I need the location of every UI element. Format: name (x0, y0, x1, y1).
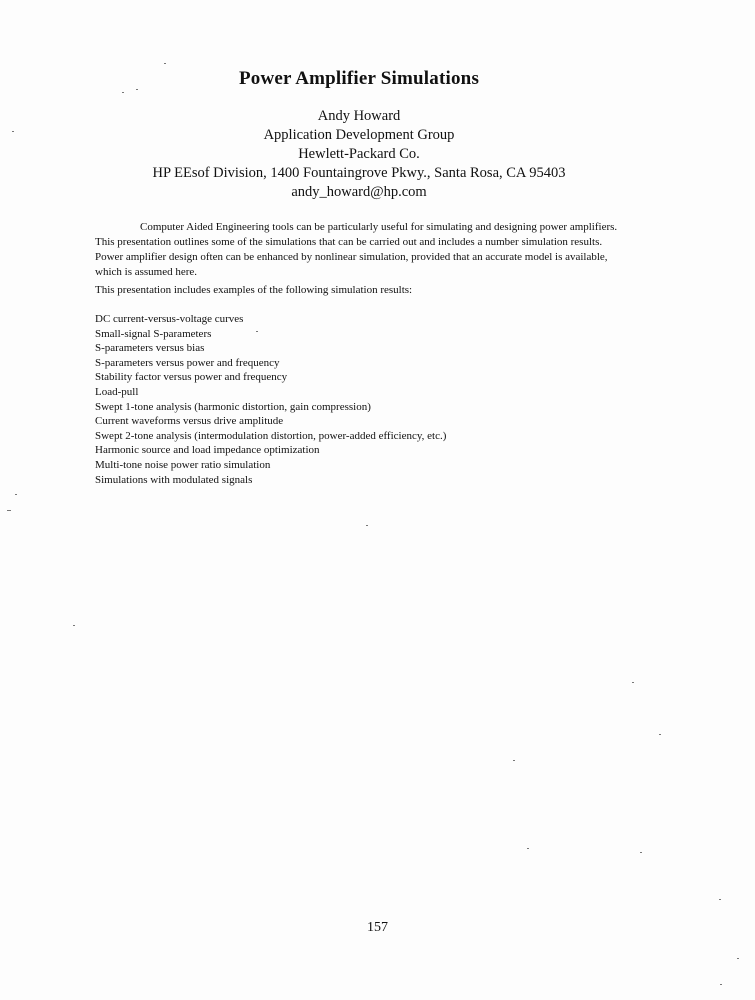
scan-speck (73, 625, 75, 626)
list-intro: This presentation includes examples of the following simulation results: (95, 284, 413, 296)
topic-list (95, 312, 446, 487)
author-name: Andy Howard (317, 108, 401, 124)
scan-speck (632, 682, 634, 683)
list-item: Simulations with modulated signals (95, 473, 253, 486)
scan-speck (164, 63, 166, 64)
list-item: Swept 1-tone analysis (harmonic distortion, gain compression) (95, 400, 371, 413)
list-item: S-parameters versus bias (95, 342, 205, 355)
scan-speck (719, 899, 721, 900)
author-address: HP EEsof Division, 1400 Fountaingrove Pkwy., Santa Rosa, CA 95403 (152, 165, 566, 181)
scan-speck (527, 848, 529, 849)
scan-speck (737, 958, 739, 959)
scan-speck (513, 760, 515, 761)
author-company: Hewlett-Packard Co. (298, 146, 420, 162)
list-item: Small-signal S-parameters (95, 327, 212, 340)
list-item: DC current-versus-voltage curves (95, 313, 244, 325)
abstract-paragraph: Computer Aided Engineering tools can be particularly useful for simulating and designing power amplifiers. This presentation outlines some of the simulations that can be carried out and includes a number simulation results. Power amplifier design often can be enhanced by nonlinear simulation, provided that an accurate model is available, which is assumed here. (95, 221, 618, 278)
list-item: Load-pull (95, 385, 139, 398)
scan-speck (7, 510, 11, 511)
author-block (0, 107, 718, 202)
list-item: Harmonic source and load impedance optimization (95, 444, 320, 457)
list-item: Multi-tone noise power ratio simulation (95, 458, 271, 471)
author-email: andy_howard@hp.com (291, 184, 427, 200)
scan-speck (720, 984, 722, 985)
scan-speck (12, 131, 14, 132)
scan-speck (640, 852, 642, 853)
author-group: Application Development Group (263, 127, 455, 143)
list-item: Stability factor versus power and frequency (95, 371, 288, 384)
scan-speck (122, 92, 124, 93)
page-title: Power Amplifier Simulations (238, 68, 480, 89)
scan-speck (15, 494, 17, 495)
list-item: S-parameters versus power and frequency (95, 356, 280, 369)
page-number: 157 (367, 920, 388, 935)
list-item: Current waveforms versus drive amplitude (95, 415, 284, 428)
scan-speck (256, 331, 258, 332)
scan-speck (136, 89, 138, 90)
scan-speck (659, 734, 661, 735)
scan-speck (366, 525, 368, 526)
list-item: Swept 2-tone analysis (intermodulation distortion, power-added efficiency, etc.) (95, 429, 447, 442)
